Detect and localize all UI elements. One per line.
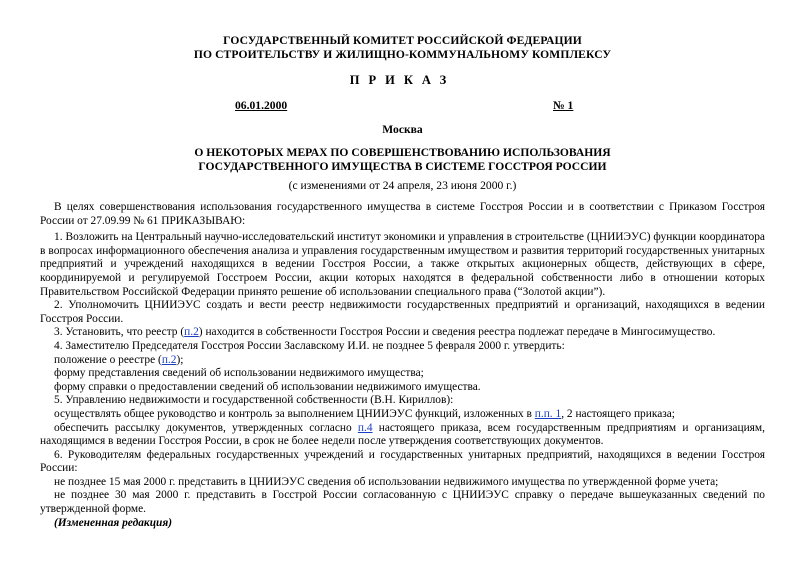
paragraph-6: 6. Руководителям федеральных государственных учреждений и государственных унитарных предприятий, находящихся в ведении Госстроя России: (40, 448, 765, 475)
paragraph-1: 1. Возложить на Центральный научно-исследовательский институт экономики и управления в строительстве (ЦНИИЭУС) функции координатора в вопросах информационного обеспечения анализа и управления государственным имуществом и развития территорий государственных унитарных предприятий и учреждений находящихся в ведении Госстроя России, а также открытых акционерных обществ, действующих в сфере, координируемой и регулируемой Госстроем России, акции которых находятся в федеральной собственности либо в отношении которых Правительством Российской Федерации принято решение об использовании специального права (“Золотой акции”). (40, 231, 765, 298)
title-line-2: ГОСУДАРСТВЕННОГО ИМУЩЕСТВА В СИСТЕМЕ ГОССТРОЯ РОССИИ (198, 160, 607, 173)
link-pp1[interactable]: п.п. 1 (534, 407, 562, 420)
link-p2[interactable]: п.2 (184, 326, 199, 339)
title-line-1: О НЕКОТОРЫХ МЕРАХ ПО СОВЕРШЕНСТВОВАНИЮ ИСПОЛЬЗОВАНИЯ (194, 146, 611, 159)
paragraph-2: 2. Уполномочить ЦНИИЭУС создать и вести реестр недвижимости государственных предприятий и организаций, находящихся в ведении Госстроя России. (40, 299, 765, 325)
paragraph-4-item-1: положение о реестре (п.2); (54, 353, 184, 366)
document-number: № 1 (553, 99, 574, 112)
paragraph-6-item-2: не позднее 30 мая 2000 г. представить в Госстрой России согласованную с ЦНИИЭУС справку о передаче вышеуказанных сведений по утвержденной форме. (40, 489, 765, 516)
document-page (40, 34, 765, 530)
document-type: ПРИКАЗ (349, 73, 456, 87)
issuer-line-2: ПО СТРОИТЕЛЬСТВУ И ЖИЛИЩНО-КОММУНАЛЬНОМУ КОМПЛЕКСУ (193, 48, 612, 61)
document-date: 06.01.2000 (235, 99, 288, 112)
link-p4[interactable]: п.4 (357, 421, 373, 434)
paragraph-5: 5. Управлению недвижимости и государственной собственности (В.Н. Кириллов): (54, 394, 454, 407)
document-city: Москва (382, 123, 423, 136)
amendments-note: (с изменениями от 24 апреля, 23 июня 2000 г.) (288, 179, 517, 192)
edited-note: (Измененная редакция) (54, 516, 173, 529)
link-p2-registry[interactable]: п.2 (161, 353, 177, 366)
date-number-row (40, 99, 765, 115)
paragraph-4: 4. Заместителю Председателя Госстроя России Заславскому И.И. не позднее 5 февраля 2000 г. утвердить: (54, 339, 565, 352)
document-title (40, 146, 765, 174)
paragraph-4-item-3: форму справки о предоставлении сведений об использовании недвижимого имущества. (54, 380, 481, 393)
document-body (40, 201, 765, 530)
paragraph-4-item-2: форму представления сведений об использовании недвижимого имущества; (54, 367, 424, 380)
paragraph-6-item-1: не позднее 15 мая 2000 г. представить в ЦНИИЭУС сведения об использовании недвижимого имущества по утвержденной форме учета; (54, 475, 719, 488)
paragraph-5-item-1: осуществлять общее руководство и контроль за выполнением ЦНИИЭУС функций, изложенных в п.п. 1, 2 настоящего приказа; (54, 407, 675, 420)
intro-paragraph: В целях совершенствования использования государственного имущества в системе Госстроя России и в соответствии с Приказом Госстроя России от 27.09.99 № 61 ПРИКАЗЫВАЮ: (40, 201, 765, 227)
issuer-line-1: ГОСУДАРСТВЕННЫЙ КОМИТЕТ РОССИЙСКОЙ ФЕДЕРАЦИИ (223, 34, 582, 47)
paragraph-3: 3. Установить, что реестр (п.2) находится в собственности Госстроя России и сведения реестра подлежат передаче в Мингосимущество. (54, 326, 716, 339)
paragraph-5-item-2: обеспечить рассылку документов, утвержденных согласно п.4 настоящего приказа, всем государственным предприятиям и организациям, находящимся в ведении Госстроя России, в срок не более недели после утверждения соответствующих документов. (40, 421, 765, 448)
